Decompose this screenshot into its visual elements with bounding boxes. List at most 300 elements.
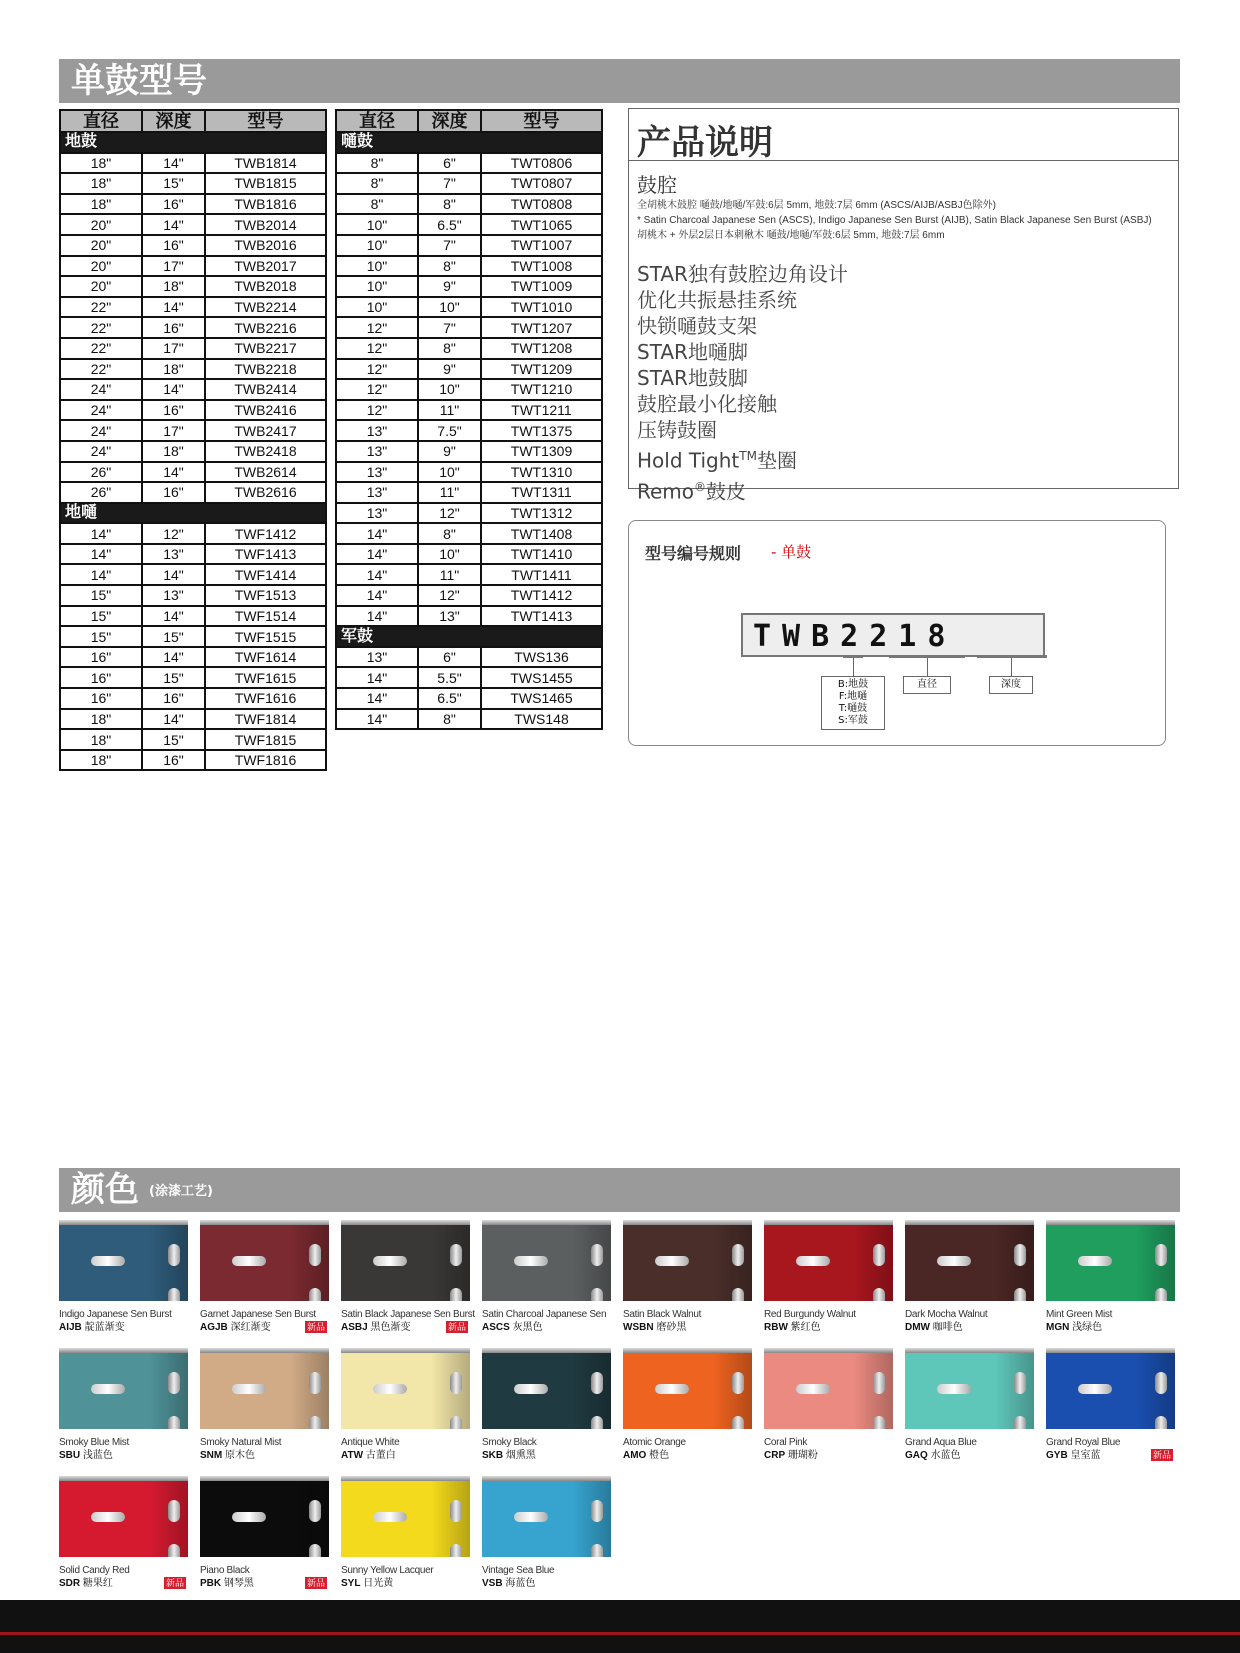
table-row bbox=[336, 194, 602, 215]
table-row bbox=[60, 750, 326, 771]
color-code: VSB bbox=[482, 1578, 503, 1589]
diameter-cell: 20" bbox=[60, 276, 142, 297]
depth-cell: 6.5" bbox=[418, 214, 481, 235]
table-row bbox=[60, 688, 326, 709]
lug-icon bbox=[732, 1244, 744, 1266]
model-cell: TWT1208 bbox=[481, 338, 602, 359]
table-row bbox=[60, 729, 326, 750]
table-row bbox=[336, 317, 602, 338]
drum-rim bbox=[482, 1220, 611, 1225]
color-chinese-name: 原木色 bbox=[225, 1450, 256, 1461]
diameter-cell: 14" bbox=[336, 544, 418, 565]
star-badge-icon bbox=[232, 1384, 266, 1394]
drum-finish-image bbox=[764, 1348, 893, 1429]
model-cell: TWB2014 bbox=[205, 214, 326, 235]
color-english-name: Indigo Japanese Sen Burst bbox=[59, 1309, 172, 1320]
color-chinese-name: 烟熏黑 bbox=[505, 1450, 536, 1461]
diameter-cell: 18" bbox=[60, 173, 142, 194]
depth-cell: 7" bbox=[418, 173, 481, 194]
model-cell: TWF1815 bbox=[205, 729, 326, 750]
cavity-note-3: 胡桃木 + 外层2层日本刺楸木 嗵鼓/地嗵/军鼓:6层 5mm, 地鼓:7层 6mm bbox=[637, 230, 945, 241]
color-english-name: Grand Royal Blue bbox=[1046, 1437, 1121, 1448]
table-row bbox=[336, 667, 602, 688]
product-description-title: 产品说明 bbox=[629, 109, 1178, 161]
star-badge-icon bbox=[514, 1256, 548, 1266]
model-cell: TWT1210 bbox=[481, 379, 602, 400]
drum-rim bbox=[623, 1220, 752, 1225]
table-row bbox=[60, 544, 326, 565]
color-chinese-name: 日光黄 bbox=[363, 1578, 394, 1589]
diameter-cell: 14" bbox=[336, 709, 418, 730]
depth-cell: 7" bbox=[418, 235, 481, 256]
feature-item: 压铸鼓圈 bbox=[637, 418, 717, 442]
depth-cell: 16" bbox=[142, 400, 205, 421]
color-english-name: Satin Black Japanese Sen Burst bbox=[341, 1309, 475, 1320]
diameter-cell: 10" bbox=[336, 256, 418, 277]
color-code-line bbox=[482, 1577, 611, 1590]
colors-title: 颜色 bbox=[71, 1170, 139, 1210]
diameter-cell: 14" bbox=[336, 688, 418, 709]
color-chinese-name: 水蓝色 bbox=[930, 1450, 961, 1461]
depth-cell: 7.5" bbox=[418, 420, 481, 441]
depth-cell: 18" bbox=[142, 441, 205, 462]
color-code-line bbox=[905, 1449, 1034, 1462]
diameter-cell: 13" bbox=[336, 482, 418, 503]
type-legend-item: B:地鼓 bbox=[837, 679, 869, 690]
color-swatch bbox=[200, 1220, 329, 1334]
model-code-example: TWB2218 bbox=[741, 613, 1045, 657]
lug-icon bbox=[1014, 1416, 1026, 1429]
color-english-name: Satin Black Walnut bbox=[623, 1309, 702, 1320]
drum-finish-image bbox=[341, 1348, 470, 1429]
depth-label: 深度 bbox=[989, 676, 1033, 694]
table-row bbox=[336, 359, 602, 380]
drum-rim bbox=[200, 1476, 329, 1481]
drum-finish-image bbox=[59, 1348, 188, 1429]
lug-icon bbox=[591, 1288, 603, 1301]
depth-cell: 14" bbox=[142, 297, 205, 318]
diameter-cell: 24" bbox=[60, 379, 142, 400]
diameter-cell: 8" bbox=[336, 173, 418, 194]
table-row bbox=[336, 420, 602, 441]
model-cell: TWT1413 bbox=[481, 606, 602, 627]
color-code: ATW bbox=[341, 1450, 364, 1461]
diameter-cell: 13" bbox=[336, 441, 418, 462]
color-code-line bbox=[200, 1577, 329, 1590]
table-row bbox=[336, 214, 602, 235]
table-row bbox=[336, 338, 602, 359]
color-english-name: Red Burgundy Walnut bbox=[764, 1309, 856, 1320]
diameter-cell: 10" bbox=[336, 235, 418, 256]
lug-icon bbox=[1014, 1244, 1026, 1266]
drum-rim bbox=[905, 1220, 1034, 1225]
column-header: 型号 bbox=[205, 110, 326, 132]
model-cell: TWB2417 bbox=[205, 420, 326, 441]
remo-text: Remo bbox=[637, 479, 695, 504]
table-row bbox=[336, 688, 602, 709]
color-code-line bbox=[1046, 1321, 1175, 1334]
color-chinese-name: 古董白 bbox=[365, 1450, 396, 1461]
table-row bbox=[60, 317, 326, 338]
column-header: 直径 bbox=[60, 110, 142, 132]
model-cell: TWF1615 bbox=[205, 667, 326, 688]
depth-cell: 16" bbox=[142, 194, 205, 215]
color-swatch bbox=[59, 1348, 188, 1462]
star-badge-icon bbox=[1078, 1256, 1112, 1266]
star-badge-icon bbox=[373, 1384, 407, 1394]
diameter-cell: 13" bbox=[336, 420, 418, 441]
table-row bbox=[336, 173, 602, 194]
model-table-left bbox=[59, 109, 327, 771]
star-badge-icon bbox=[91, 1512, 125, 1522]
model-cell: TWT0806 bbox=[481, 153, 602, 174]
section-header: 嗵鼓 bbox=[336, 132, 602, 153]
model-cell: TWB2416 bbox=[205, 400, 326, 421]
model-cell: TWF1412 bbox=[205, 523, 326, 544]
color-english-name: Vintage Sea Blue bbox=[482, 1565, 555, 1576]
star-badge-icon bbox=[796, 1256, 830, 1266]
depth-cell: 8" bbox=[418, 256, 481, 277]
color-chinese-name: 海蓝色 bbox=[505, 1578, 536, 1589]
drum-finish-image bbox=[482, 1220, 611, 1301]
star-badge-icon bbox=[91, 1384, 125, 1394]
depth-cell: 14" bbox=[142, 709, 205, 730]
color-swatch bbox=[59, 1476, 188, 1590]
table-row bbox=[60, 256, 326, 277]
drum-finish-image bbox=[59, 1220, 188, 1301]
column-header: 深度 bbox=[418, 110, 481, 132]
drum-rim bbox=[341, 1348, 470, 1353]
diameter-cell: 13" bbox=[336, 462, 418, 483]
star-badge-icon bbox=[373, 1256, 407, 1266]
diameter-cell: 14" bbox=[336, 585, 418, 606]
color-english-name: Sunny Yellow Lacquer bbox=[341, 1565, 434, 1576]
drum-rim bbox=[200, 1220, 329, 1225]
drum-rim bbox=[1046, 1220, 1175, 1225]
table-row bbox=[60, 585, 326, 606]
model-cell: TWB2414 bbox=[205, 379, 326, 400]
column-header: 型号 bbox=[481, 110, 602, 132]
color-chinese-name: 黑色渐变 bbox=[370, 1322, 411, 1333]
model-cell: TWF1616 bbox=[205, 688, 326, 709]
diameter-cell: 14" bbox=[336, 667, 418, 688]
footer-bar bbox=[0, 1600, 1240, 1653]
diameter-cell: 12" bbox=[336, 359, 418, 380]
depth-cell: 17" bbox=[142, 420, 205, 441]
table-row bbox=[60, 564, 326, 585]
table-row bbox=[60, 379, 326, 400]
new-badge: 新品 bbox=[165, 1578, 184, 1588]
drum-finish-image bbox=[764, 1220, 893, 1301]
cavity-note-2: * Satin Charcoal Japanese Sen (ASCS), Indigo Japanese Sen Burst (AIJB), Satin Black Japanese Sen Burst (ASBJ) bbox=[637, 215, 1152, 226]
table-row bbox=[336, 523, 602, 544]
color-chinese-name: 橙色 bbox=[649, 1450, 670, 1461]
drum-rim bbox=[341, 1476, 470, 1481]
drum-finish-image bbox=[623, 1348, 752, 1429]
depth-cell: 16" bbox=[142, 482, 205, 503]
footer-red-stripe bbox=[0, 1632, 1240, 1635]
table-row bbox=[60, 709, 326, 730]
depth-cell: 11" bbox=[418, 482, 481, 503]
lug-icon bbox=[873, 1288, 885, 1301]
diameter-cell: 10" bbox=[336, 297, 418, 318]
section-header: 军鼓 bbox=[336, 626, 602, 647]
table-row bbox=[336, 153, 602, 174]
lug-icon bbox=[1014, 1288, 1026, 1301]
model-cell: TWB2217 bbox=[205, 338, 326, 359]
depth-cell: 14" bbox=[142, 606, 205, 627]
depth-cell: 8" bbox=[418, 523, 481, 544]
color-code: SDR bbox=[59, 1578, 81, 1589]
model-rule-subtitle: - 单鼓 bbox=[771, 543, 812, 561]
model-cell: TWS148 bbox=[481, 709, 602, 730]
lug-icon bbox=[1155, 1288, 1167, 1301]
lug-icon bbox=[309, 1416, 321, 1429]
color-english-name: Satin Charcoal Japanese Sen bbox=[482, 1309, 607, 1320]
model-cell: TWT1375 bbox=[481, 420, 602, 441]
diameter-cell: 26" bbox=[60, 462, 142, 483]
color-swatch bbox=[341, 1348, 470, 1462]
diameter-cell: 8" bbox=[336, 153, 418, 174]
depth-cell: 6" bbox=[418, 153, 481, 174]
color-swatch bbox=[59, 1220, 188, 1334]
lug-icon bbox=[168, 1372, 180, 1394]
lug-icon bbox=[168, 1244, 180, 1266]
drum-finish-image bbox=[200, 1476, 329, 1557]
depth-cell: 10" bbox=[418, 379, 481, 400]
table-row bbox=[60, 482, 326, 503]
table-row bbox=[60, 359, 326, 380]
drum-finish-image bbox=[905, 1220, 1034, 1301]
table-row bbox=[60, 173, 326, 194]
color-code-line bbox=[341, 1577, 470, 1590]
depth-cell: 14" bbox=[142, 214, 205, 235]
color-code: AIJB bbox=[59, 1322, 82, 1333]
table-row bbox=[336, 276, 602, 297]
color-swatch bbox=[482, 1348, 611, 1462]
color-code-line bbox=[1046, 1449, 1175, 1462]
depth-cell: 14" bbox=[142, 379, 205, 400]
diameter-cell: 22" bbox=[60, 338, 142, 359]
color-english-name: Solid Candy Red bbox=[59, 1565, 130, 1576]
lug-icon bbox=[732, 1288, 744, 1301]
depth-underline bbox=[977, 655, 1047, 658]
lug-icon bbox=[168, 1544, 180, 1557]
color-code-line bbox=[623, 1449, 752, 1462]
drum-finish-image bbox=[341, 1220, 470, 1301]
drum-finish-image bbox=[623, 1220, 752, 1301]
feature-item-remo bbox=[637, 474, 1178, 505]
feature-item: STAR独有鼓腔边角设计 bbox=[637, 262, 848, 286]
lug-icon bbox=[873, 1244, 885, 1266]
color-swatch bbox=[482, 1476, 611, 1590]
color-code: SKB bbox=[482, 1450, 504, 1461]
model-cell: TWB2018 bbox=[205, 276, 326, 297]
star-badge-icon bbox=[796, 1384, 830, 1394]
color-swatch bbox=[341, 1220, 475, 1334]
table-row bbox=[60, 338, 326, 359]
lug-icon bbox=[591, 1372, 603, 1394]
color-code-line bbox=[482, 1449, 611, 1462]
diameter-cell: 24" bbox=[60, 441, 142, 462]
depth-cell: 14" bbox=[142, 153, 205, 174]
color-code: DMW bbox=[905, 1322, 930, 1333]
remo-suffix: 鼓皮 bbox=[706, 479, 747, 504]
depth-cell: 8" bbox=[418, 338, 481, 359]
feature-list bbox=[637, 261, 1178, 504]
drum-rim bbox=[200, 1348, 329, 1353]
drum-rim bbox=[623, 1348, 752, 1353]
color-code: GYB bbox=[1046, 1450, 1068, 1461]
model-cell: TWB2216 bbox=[205, 317, 326, 338]
depth-cell: 9" bbox=[418, 441, 481, 462]
color-code: MGN bbox=[1046, 1322, 1070, 1333]
lug-icon bbox=[873, 1372, 885, 1394]
color-chinese-name: 浅蓝色 bbox=[82, 1450, 113, 1461]
trademark-mark: TM bbox=[739, 449, 757, 463]
lug-icon bbox=[168, 1500, 180, 1522]
table-row bbox=[336, 606, 602, 627]
color-english-name: Smoky Blue Mist bbox=[59, 1437, 129, 1448]
feature-item: 优化共振悬挂系统 bbox=[637, 288, 797, 312]
depth-cell: 15" bbox=[142, 729, 205, 750]
color-swatch bbox=[764, 1220, 893, 1334]
hold-tight-suffix: 垫圈 bbox=[756, 448, 797, 473]
model-cell: TWT1310 bbox=[481, 462, 602, 483]
drum-rim bbox=[341, 1220, 470, 1225]
depth-cell: 16" bbox=[142, 688, 205, 709]
table-row bbox=[60, 647, 326, 668]
depth-cell: 12" bbox=[142, 523, 205, 544]
lug-icon bbox=[873, 1416, 885, 1429]
drum-rim bbox=[482, 1348, 611, 1353]
color-swatch bbox=[1046, 1220, 1175, 1334]
model-cell: TWF1515 bbox=[205, 626, 326, 647]
colors-title-band bbox=[59, 1168, 1180, 1212]
diameter-cell: 14" bbox=[336, 606, 418, 627]
lug-icon bbox=[309, 1500, 321, 1522]
color-code: AGJB bbox=[200, 1322, 228, 1333]
color-chinese-name: 皇室蓝 bbox=[1070, 1450, 1101, 1461]
diameter-cell: 10" bbox=[336, 214, 418, 235]
hold-tight-text: Hold Tight bbox=[637, 448, 740, 473]
lug-icon bbox=[450, 1416, 462, 1429]
lug-icon bbox=[591, 1244, 603, 1266]
diameter-cell: 18" bbox=[60, 709, 142, 730]
model-cell: TWB1814 bbox=[205, 153, 326, 174]
model-cell: TWF1513 bbox=[205, 585, 326, 606]
model-cell: TWT1209 bbox=[481, 359, 602, 380]
depth-cell: 14" bbox=[142, 564, 205, 585]
diameter-cell: 15" bbox=[60, 585, 142, 606]
lug-icon bbox=[1014, 1372, 1026, 1394]
color-code: CRP bbox=[764, 1450, 786, 1461]
color-code-line bbox=[341, 1449, 470, 1462]
drum-rim bbox=[59, 1220, 188, 1225]
feature-item: 快锁嗵鼓支架 bbox=[637, 314, 757, 338]
lug-icon bbox=[309, 1372, 321, 1394]
color-english-name: Dark Mocha Walnut bbox=[905, 1309, 988, 1320]
color-code: RBW bbox=[764, 1322, 788, 1333]
type-legend-item: S:军鼓 bbox=[838, 715, 868, 726]
type-legend bbox=[821, 676, 885, 730]
drum-rim bbox=[905, 1348, 1034, 1353]
table-row bbox=[60, 441, 326, 462]
depth-cell: 12" bbox=[418, 585, 481, 606]
model-table-right bbox=[335, 109, 603, 730]
depth-cell: 14" bbox=[142, 647, 205, 668]
model-cell: TWB2017 bbox=[205, 256, 326, 277]
table-row bbox=[336, 297, 602, 318]
new-badge: 新品 bbox=[1152, 1450, 1171, 1460]
lug-icon bbox=[450, 1500, 462, 1522]
color-english-name: Atomic Orange bbox=[623, 1437, 686, 1448]
color-code: GAQ bbox=[905, 1450, 928, 1461]
lug-icon bbox=[1155, 1244, 1167, 1266]
drum-rim bbox=[59, 1476, 188, 1481]
feature-item: STAR地嗵脚 bbox=[637, 340, 748, 364]
depth-cell: 9" bbox=[418, 276, 481, 297]
drum-finish-image bbox=[200, 1348, 329, 1429]
model-cell: TWB1815 bbox=[205, 173, 326, 194]
color-swatch bbox=[1046, 1348, 1175, 1462]
table-row bbox=[336, 462, 602, 483]
color-swatch bbox=[200, 1348, 329, 1462]
diameter-cell: 20" bbox=[60, 214, 142, 235]
drum-rim bbox=[1046, 1348, 1175, 1353]
color-code-line bbox=[482, 1321, 611, 1334]
depth-cell: 13" bbox=[142, 585, 205, 606]
star-badge-icon bbox=[514, 1512, 548, 1522]
color-english-name: Piano Black bbox=[200, 1565, 250, 1576]
diameter-cell: 12" bbox=[336, 338, 418, 359]
lug-icon bbox=[168, 1288, 180, 1301]
color-code-line bbox=[200, 1321, 329, 1334]
drum-rim bbox=[482, 1476, 611, 1481]
drum-finish-image bbox=[482, 1348, 611, 1429]
diameter-cell: 20" bbox=[60, 256, 142, 277]
model-cell: TWB2016 bbox=[205, 235, 326, 256]
drum-rim bbox=[764, 1348, 893, 1353]
table-row bbox=[336, 441, 602, 462]
color-swatch bbox=[764, 1348, 893, 1462]
star-badge-icon bbox=[232, 1512, 266, 1522]
table-row bbox=[336, 544, 602, 565]
lug-icon bbox=[591, 1500, 603, 1522]
lug-icon bbox=[450, 1288, 462, 1301]
drum-finish-image bbox=[482, 1476, 611, 1557]
color-code: ASCS bbox=[482, 1322, 510, 1333]
lug-icon bbox=[732, 1372, 744, 1394]
table-row bbox=[336, 503, 602, 524]
color-english-name: Coral Pink bbox=[764, 1437, 808, 1448]
star-badge-icon bbox=[937, 1384, 971, 1394]
depth-cell: 14" bbox=[142, 462, 205, 483]
depth-cell: 13" bbox=[418, 606, 481, 627]
model-cell: TWT1008 bbox=[481, 256, 602, 277]
type-connector bbox=[853, 658, 854, 676]
model-cell: TWF1614 bbox=[205, 647, 326, 668]
diameter-cell: 14" bbox=[336, 523, 418, 544]
depth-cell: 16" bbox=[142, 317, 205, 338]
color-code-line bbox=[59, 1321, 188, 1334]
depth-cell: 15" bbox=[142, 626, 205, 647]
diameter-cell: 13" bbox=[336, 647, 418, 668]
color-swatch bbox=[341, 1476, 470, 1590]
lug-icon bbox=[450, 1372, 462, 1394]
model-cell: TWB2418 bbox=[205, 441, 326, 462]
table-row bbox=[336, 256, 602, 277]
